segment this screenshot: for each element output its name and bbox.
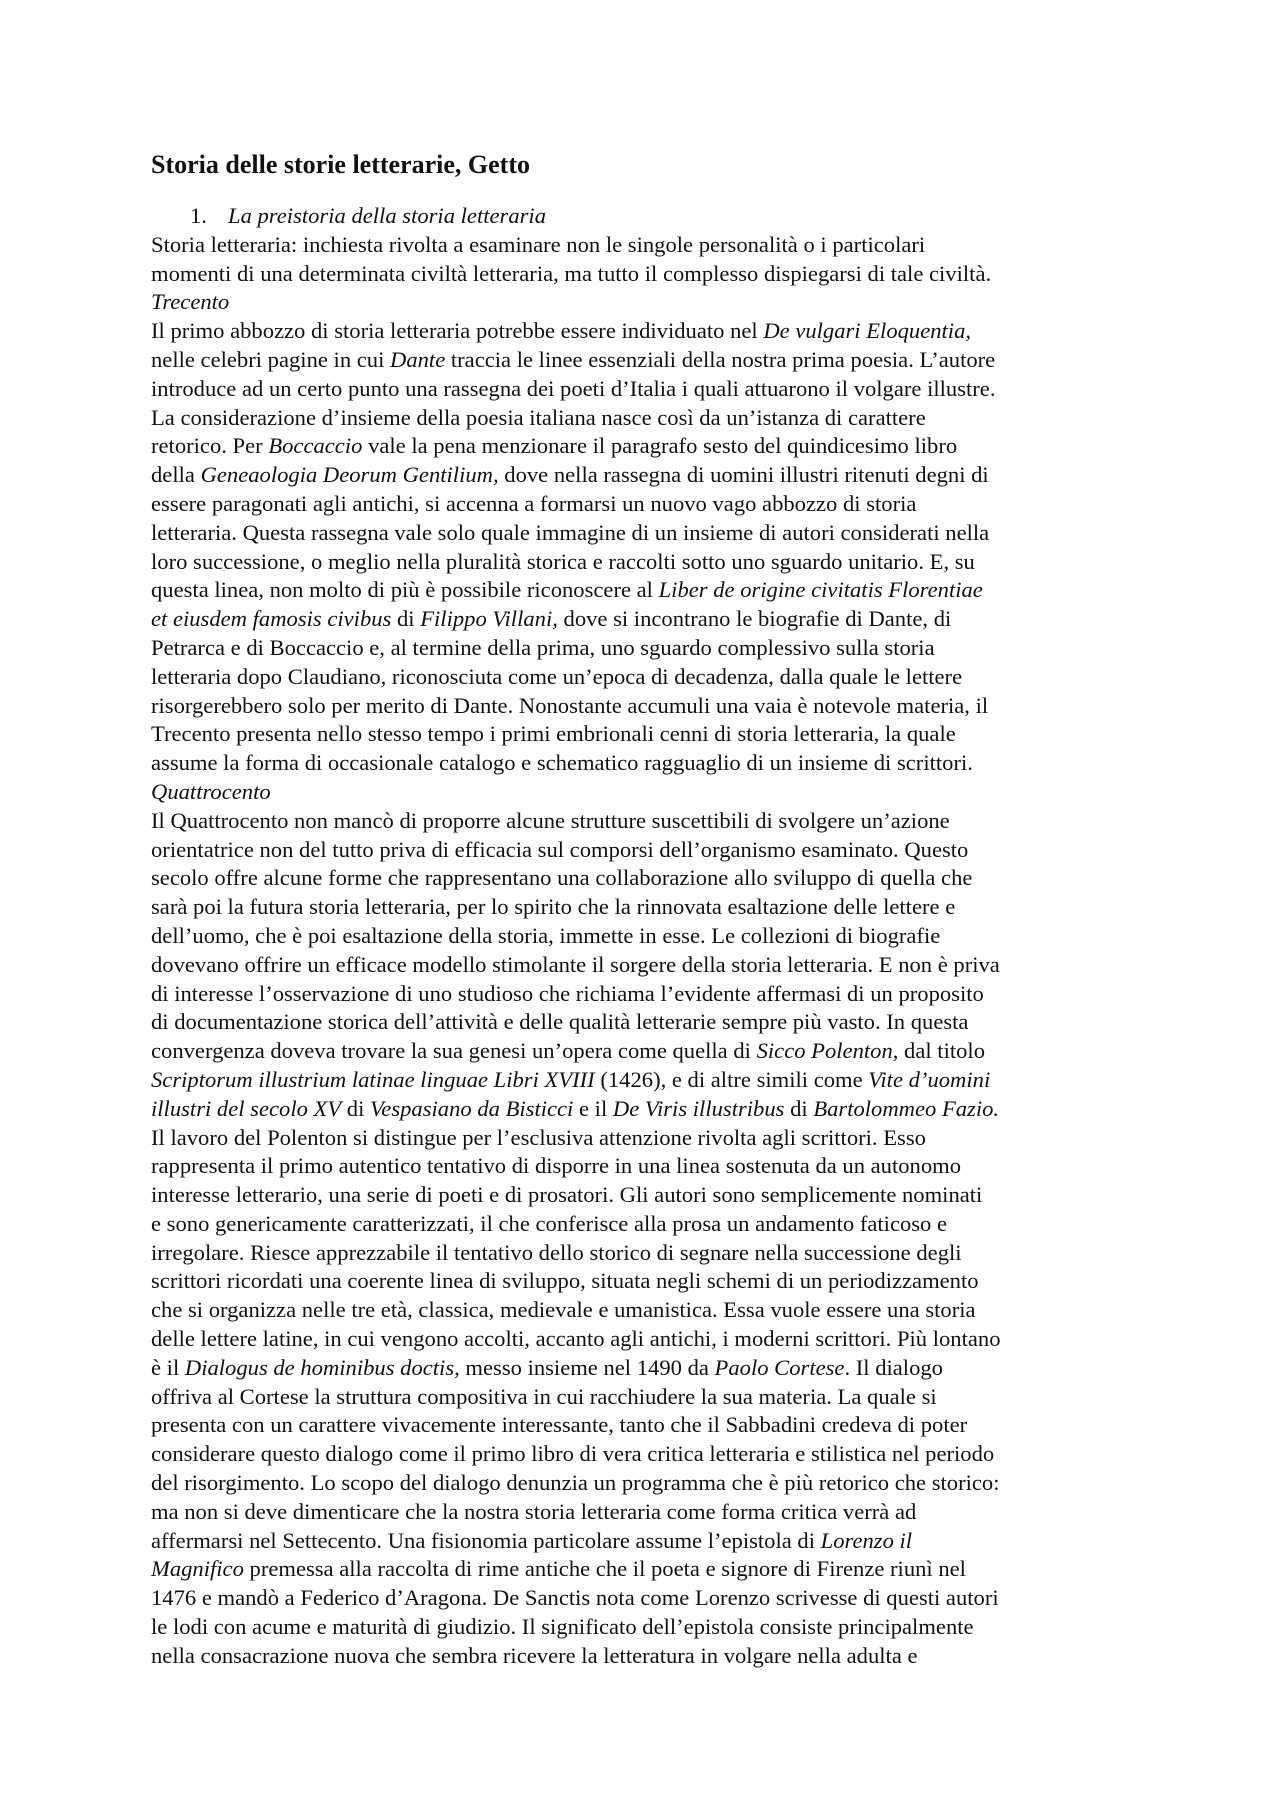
text-line xyxy=(151,692,1136,721)
text-line xyxy=(151,1181,1136,1210)
text-segment: 1476 e mandò a Federico d’Aragona. De Sanctis nota come Lorenzo scrivesse di questi autori xyxy=(151,1585,999,1611)
text-line xyxy=(151,807,1136,836)
text-line xyxy=(151,1613,1136,1642)
text-segment: loro successione, o meglio nella pluralità storica e raccolti sotto uno sguardo unitario. E, su xyxy=(151,548,975,574)
text-line xyxy=(151,634,1136,663)
list-item-label: La preistoria della storia letteraria xyxy=(228,203,547,228)
text-segment: dell’uomo, che è poi esaltazione della storia, immette in esse. Le collezioni di biografie xyxy=(151,922,941,948)
text-segment: delle lettere latine, in cui vengono accolti, accanto agli antichi, i moderni scrittori. Più lontano xyxy=(151,1326,1001,1352)
text-line xyxy=(151,317,1136,346)
text-line xyxy=(151,1296,1136,1325)
text-line xyxy=(151,605,1136,634)
text-line xyxy=(151,1555,1136,1584)
italic-text: De vulgari Eloquentia, xyxy=(763,318,972,344)
text-line xyxy=(151,375,1136,404)
text-segment: ma non si deve dimenticare che la nostra storia letteraria come forma critica verrà ad xyxy=(151,1498,917,1524)
text-line xyxy=(151,1037,1136,1066)
text-segment: Petrarca e di Boccaccio e, al termine della prima, uno sguardo complessivo sulla storia xyxy=(151,634,935,660)
text-line xyxy=(151,346,1136,375)
text-segment: (1426), e di altre simili come xyxy=(594,1066,869,1092)
text-segment: retorico. Per xyxy=(151,433,269,459)
text-segment: letteraria. Questa rassegna vale solo quale immagine di un insieme di autori considerati nella xyxy=(151,519,990,545)
text-segment: che si organizza nelle tre età, classica, medievale e umanistica. Essa vuole essere una storia xyxy=(151,1297,976,1323)
document-title: Storia delle storie letterarie, Getto xyxy=(151,150,530,179)
text-line xyxy=(151,1210,1136,1239)
text-line xyxy=(151,1440,1136,1469)
text-line xyxy=(151,720,1136,749)
text-line xyxy=(151,1411,1136,1440)
text-segment: Trecento presenta nello stesso tempo i primi embrionali cenni di storia letteraria, la quale xyxy=(151,721,956,747)
italic-text: Dante xyxy=(390,346,446,372)
text-segment: e il xyxy=(573,1095,613,1121)
italic-text: Quattrocento xyxy=(151,778,271,804)
text-segment: e sono genericamente caratterizzati, il che conferisce alla prosa un andamento faticoso e xyxy=(151,1210,948,1236)
text-line xyxy=(151,1498,1136,1527)
text-segment: dove si incontrano le biografie di Dante, di xyxy=(557,606,952,632)
italic-text: Liber de origine civitatis Florentiae xyxy=(658,577,983,603)
text-segment: Il Quattrocento non mancò di proporre alcune strutture suscettibili di svolgere un’azione xyxy=(151,807,950,833)
italic-text: Trecento xyxy=(151,289,230,315)
text-segment: questa linea, non molto di più è possibile riconoscere al xyxy=(151,577,659,603)
text-segment: secolo offre alcune forme che rappresentano una collaborazione allo sviluppo di quella che xyxy=(151,865,973,891)
list-item-number: 1. xyxy=(190,203,207,228)
text-line xyxy=(151,1239,1136,1268)
text-line xyxy=(151,1267,1136,1296)
text-line xyxy=(151,576,1136,605)
text-segment: messo insieme nel 1490 da xyxy=(459,1354,715,1380)
text-segment: del risorgimento. Lo scopo del dialogo denunzia un programma che è più retorico che storico: xyxy=(151,1470,1000,1496)
text-segment: , dal titolo xyxy=(892,1038,986,1064)
text-line xyxy=(151,1527,1136,1556)
text-line xyxy=(151,1008,1136,1037)
italic-text: Geneaologia Deorum Gentilium, xyxy=(200,462,499,488)
text-segment: Storia letteraria: inchiesta rivolta a esaminare non le singole personalità o i particolari xyxy=(151,231,926,257)
text-segment: introduce ad un certo punto una rassegna dei poeti d’Italia i quali attuarono il volgare illustre. xyxy=(151,375,996,401)
text-segment: scrittori ricordati una coerente linea di sviluppo, situata negli schemi di un periodizzamento xyxy=(151,1268,979,1294)
text-segment: nella consacrazione nuova che sembra ricevere la letteratura in volgare nella adulta e xyxy=(151,1642,918,1668)
text-line xyxy=(151,1383,1136,1412)
text-line xyxy=(151,980,1136,1009)
italic-text: Vespasiano da Bisticci xyxy=(370,1095,574,1121)
text-line xyxy=(151,922,1136,951)
text-segment: di xyxy=(784,1095,814,1121)
text-segment: presenta con un carattere vivacemente interessante, tanto che il Sabbadini credeva di poter xyxy=(151,1412,968,1438)
list-item-preistoria xyxy=(151,202,1136,231)
italic-text: Magnifico xyxy=(151,1556,244,1582)
text-segment: è il xyxy=(151,1354,185,1380)
text-line xyxy=(151,461,1136,490)
text-segment: momenti di una determinata civiltà letteraria, ma tutto il complesso dispiegarsi di tale civiltà. xyxy=(151,260,992,286)
text-line xyxy=(151,432,1136,461)
text-line xyxy=(151,260,1136,289)
text-segment: le lodi con acume e maturità di giudizio. Il significato dell’epistola consiste principalmente xyxy=(151,1614,974,1640)
text-line xyxy=(151,1124,1136,1153)
text-segment: letteraria dopo Claudiano, riconosciuta come un’epoca di decadenza, dalla quale le lettere xyxy=(151,663,963,689)
document-page xyxy=(151,150,1136,1671)
italic-text: Sicco Polenton xyxy=(756,1038,893,1064)
body-text xyxy=(151,231,1136,1671)
text-segment: di xyxy=(391,606,421,632)
text-line xyxy=(151,1152,1136,1181)
text-segment: rappresenta il primo autentico tentativo di disporre in una linea sostenuta da un autonomo xyxy=(151,1153,962,1179)
italic-text: et eiusdem famosis civibus xyxy=(151,606,392,632)
text-line xyxy=(151,404,1136,433)
text-line xyxy=(151,231,1136,260)
text-segment: vale la pena menzionare il paragrafo sesto del quindicesimo libro xyxy=(362,433,958,459)
text-segment: dove nella rassegna di uomini illustri ritenuti degni di xyxy=(498,462,989,488)
text-segment: La considerazione d’insieme della poesia italiana nasce così da un’istanza di carattere xyxy=(151,404,926,430)
text-line xyxy=(151,663,1136,692)
text-segment: premessa alla raccolta di rime antiche che il poeta e signore di Firenze riunì nel xyxy=(243,1556,966,1582)
section-subheading xyxy=(151,778,1136,807)
text-line xyxy=(151,548,1136,577)
text-segment: orientatrice non del tutto priva di efficacia sul comporsi dell’organismo esaminato. Questo xyxy=(151,836,969,862)
italic-text: Filippo Villani, xyxy=(420,606,558,632)
text-line xyxy=(151,836,1136,865)
text-line xyxy=(151,1584,1136,1613)
text-segment: essere paragonati agli antichi, si accenna a formarsi un nuovo vago abbozzo di storia xyxy=(151,490,917,516)
text-segment: di xyxy=(341,1095,371,1121)
text-segment: della xyxy=(151,462,201,488)
text-segment: convergenza doveva trovare la sua genesi un’opera come quella di xyxy=(151,1038,757,1064)
text-segment: Il primo abbozzo di storia letteraria potrebbe essere individuato nel xyxy=(151,318,764,344)
text-line xyxy=(151,951,1136,980)
text-line xyxy=(151,749,1136,778)
text-segment: nelle celebri pagine in cui xyxy=(151,346,391,372)
text-segment: traccia le linee essenziali della nostra prima poesia. L’autore xyxy=(445,346,996,372)
text-segment: interesse letterario, una serie di poeti e di prosatori. Gli autori sono semplicemente nominati xyxy=(151,1182,983,1208)
italic-text: Scriptorum illustrium latinae linguae Libri XVIII xyxy=(151,1066,595,1092)
text-line xyxy=(151,864,1136,893)
text-line xyxy=(151,490,1136,519)
text-segment: sarà poi la futura storia letteraria, per lo spirito che la rinnovata esaltazione delle lettere e xyxy=(151,894,956,920)
text-line xyxy=(151,519,1136,548)
text-segment: irregolare. Riesce apprezzabile il tentativo dello storico di segnare nella successione degli xyxy=(151,1239,962,1265)
italic-text: De Viris illustribus xyxy=(612,1095,785,1121)
text-segment: offriva al Cortese la struttura compositiva in cui racchiudere la sua materia. La quale si xyxy=(151,1383,937,1409)
italic-text: Dialogus de hominibus doctis, xyxy=(184,1354,460,1380)
text-line xyxy=(151,1469,1136,1498)
text-segment: affermarsi nel Settecento. Una fisionomia particolare assume l’epistola di xyxy=(151,1527,821,1553)
text-line xyxy=(151,1354,1136,1383)
text-segment: considerare questo dialogo come il primo libro di vera critica letteraria e stilistica nel periodo xyxy=(151,1441,995,1467)
italic-text: illustri del secolo XV xyxy=(151,1095,342,1121)
text-segment: di interesse l’osservazione di uno studioso che richiama l’evidente affermasi di un proposito xyxy=(151,980,984,1006)
text-segment: Il lavoro del Polenton si distingue per l’esclusiva attenzione rivolta agli scrittori. Esso xyxy=(151,1124,926,1150)
text-segment: assume la forma di occasionale catalogo e schematico ragguaglio di un insieme di scrittori. xyxy=(151,750,973,776)
italic-text: Bartolommeo Fazio. xyxy=(813,1095,1000,1121)
text-line xyxy=(151,1642,1136,1671)
text-line xyxy=(151,1095,1136,1124)
text-segment: dovevano offrire un efficace modello stimolante il sorgere della storia letteraria. E non è priva xyxy=(151,951,1000,977)
italic-text: Paolo Cortese xyxy=(714,1354,845,1380)
italic-text: Boccaccio xyxy=(268,433,363,459)
text-segment: di documentazione storica dell’attività e delle qualità letterarie sempre più vasto. In questa xyxy=(151,1009,969,1035)
italic-text: Lorenzo il xyxy=(820,1527,913,1553)
italic-text: Vite d’uomini xyxy=(868,1066,991,1092)
text-segment: . Il dialogo xyxy=(844,1354,943,1380)
text-segment: risorgerebbero solo per merito di Dante. Nonostante accumuli una vaia è notevole materia, il xyxy=(151,692,989,718)
text-line xyxy=(151,1066,1136,1095)
text-line xyxy=(151,1325,1136,1354)
section-subheading xyxy=(151,288,1136,317)
text-line xyxy=(151,893,1136,922)
